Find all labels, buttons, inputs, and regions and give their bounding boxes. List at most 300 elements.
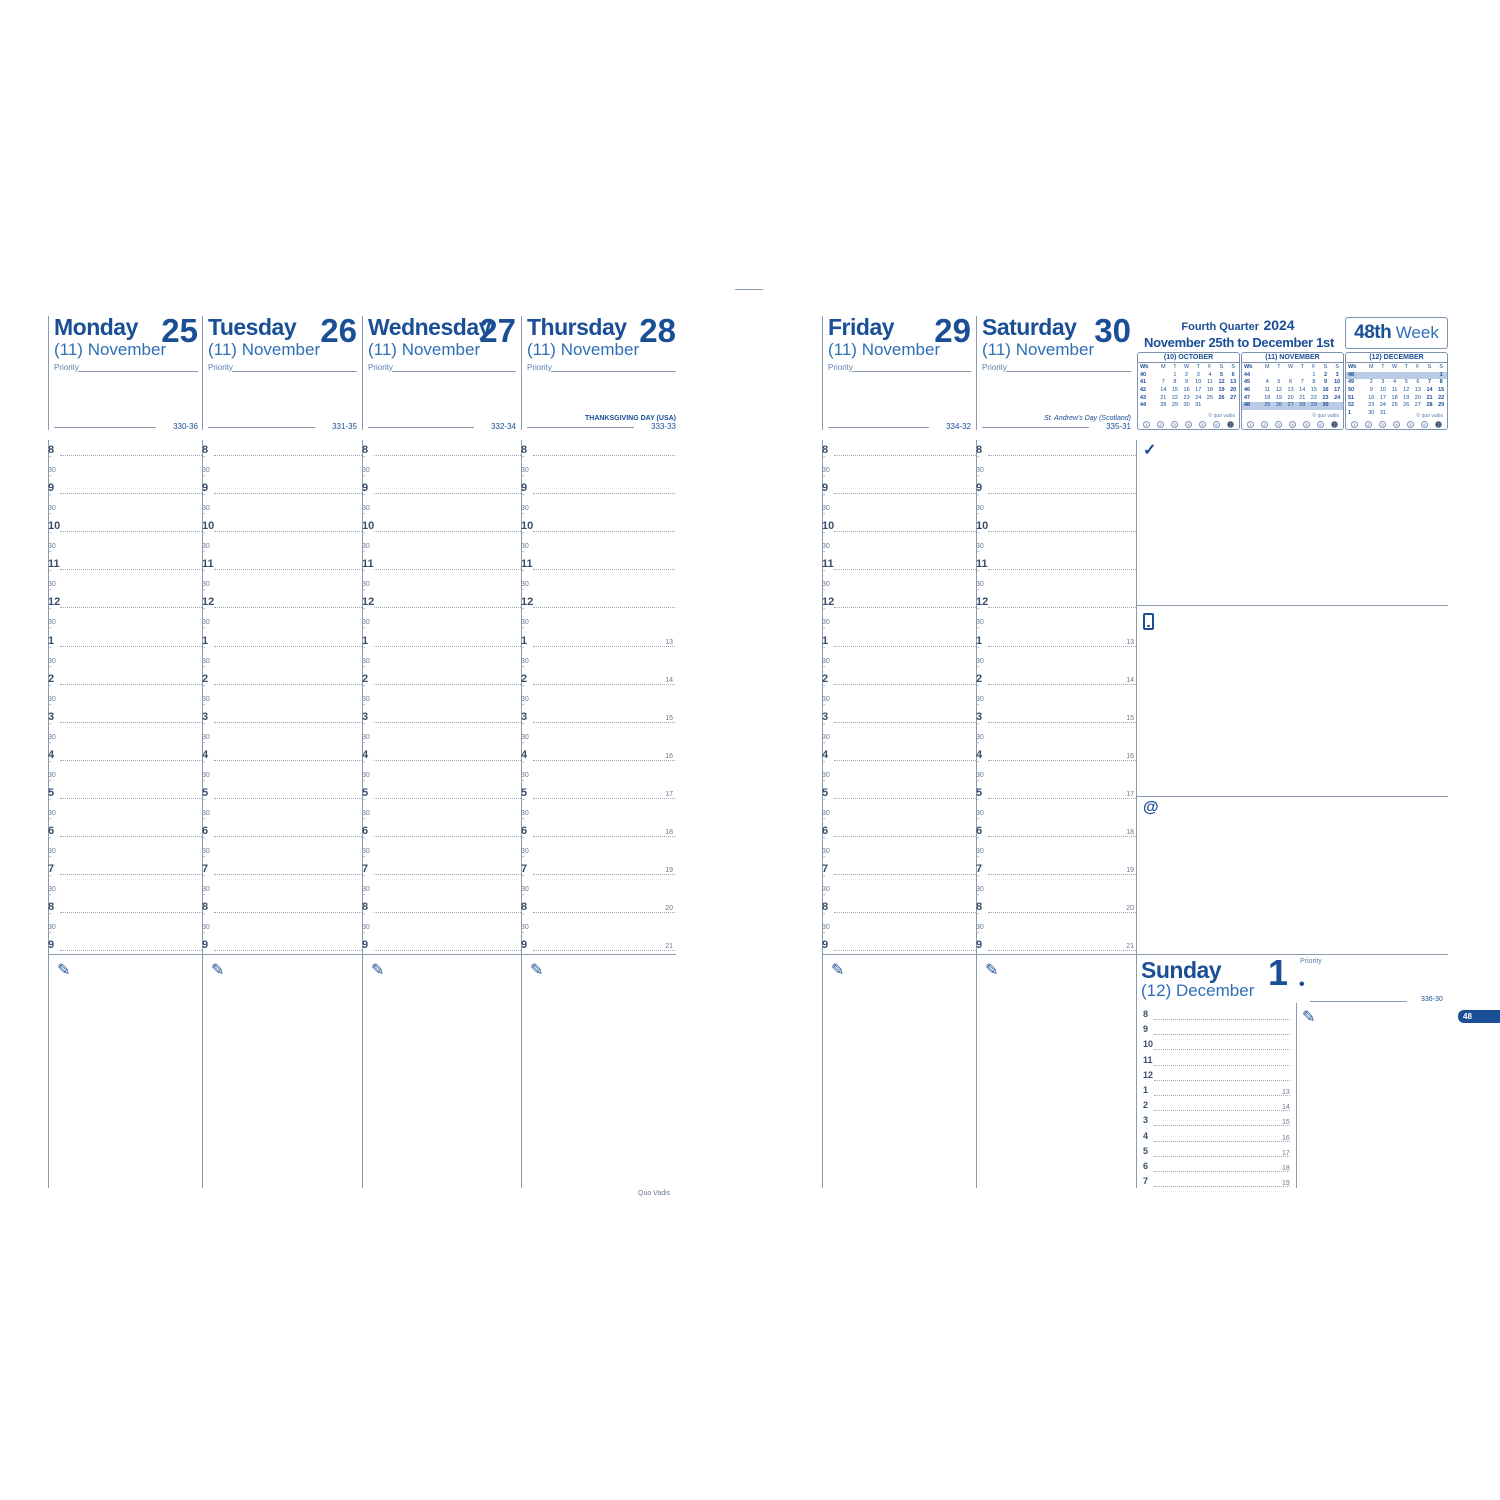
mini-date: 5 (1219, 371, 1224, 378)
mini-week-row (1242, 379, 1343, 387)
day-header-divider (976, 316, 977, 430)
mini-date: 8 (1312, 379, 1316, 386)
half-dash: - (522, 492, 525, 500)
pen-icon: ✎ (530, 962, 544, 979)
half-dash: - (522, 892, 525, 900)
mini-date: 9 (1185, 379, 1189, 386)
mini-weekday: S (1427, 364, 1432, 371)
hour-line (214, 607, 362, 608)
day-baseline (54, 427, 156, 428)
half-dash: - (823, 568, 826, 576)
half-hour-label: 30 (976, 581, 984, 589)
mini-date: 19 (1218, 387, 1225, 394)
hour-line (834, 531, 976, 532)
moon-phase-marker: 5 (1199, 421, 1206, 428)
pen-icon: ✎ (57, 962, 71, 979)
mini-date: 26 (1273, 402, 1285, 410)
mini-date: 48 (1242, 402, 1261, 410)
half-dash: - (203, 835, 206, 842)
mini-date: 29 (1438, 402, 1445, 409)
priority-label: Priority (527, 363, 552, 372)
sunday-hour-label: 3 (1143, 1115, 1149, 1126)
half-hour-label: 30 (362, 848, 370, 855)
half-hour-label: 30 (48, 733, 56, 741)
hour-label: 7 (48, 863, 55, 876)
half-hour-label: 30 (202, 543, 210, 551)
hour-24-label: 19 (665, 867, 673, 875)
sunday-hour-label: 5 (1143, 1145, 1149, 1156)
hour-line (214, 950, 362, 951)
hour-24-label: 20 (665, 905, 673, 913)
hour-label: 1 (362, 634, 369, 647)
sunday-hour-label: 2 (1143, 1100, 1149, 1111)
hour-line (60, 493, 202, 494)
half-dash: - (823, 644, 826, 652)
mini-date: 28 (1296, 402, 1308, 410)
hour-label: 5 (362, 786, 369, 799)
half-hour-label: 30 (976, 924, 984, 932)
hour-line (214, 798, 362, 799)
mini-date: 20 (1414, 394, 1421, 401)
half-hour-label: 30 (202, 505, 210, 513)
hour-label: 2 (362, 672, 369, 685)
mini-date (1261, 372, 1273, 380)
half-dash: - (977, 911, 980, 919)
hour-label: 9 (48, 482, 55, 495)
half-hour-label: 30 (822, 848, 830, 855)
sunday-day-code: 336-30 (1421, 996, 1443, 1003)
mini-date: 13 (1287, 387, 1294, 394)
mini-date (1204, 402, 1216, 410)
mini-calendar (1241, 352, 1344, 430)
hour-line (988, 455, 1136, 456)
half-dash: - (823, 892, 826, 900)
half-dash: - (49, 644, 52, 652)
half-hour-label: 30 (822, 505, 830, 513)
half-dash: - (203, 568, 206, 576)
mini-date: 49 (1348, 379, 1355, 386)
hour-24-label: 14 (665, 676, 673, 684)
hour-label: 8 (521, 901, 528, 914)
day-header (48, 314, 202, 430)
half-dash: - (363, 682, 366, 690)
hour-column (362, 440, 521, 955)
mini-weekday: T (1277, 364, 1281, 371)
mini-date: 19 (1275, 394, 1282, 401)
hour-line (374, 607, 521, 608)
half-dash: - (823, 511, 826, 519)
hour-label: 7 (822, 863, 829, 876)
hour-24-label: 18 (665, 829, 673, 836)
sunday-hour-line (1154, 1080, 1290, 1081)
priority-label: Priority (368, 363, 393, 372)
mini-date: 16 (1183, 387, 1190, 394)
notes-divider (521, 955, 522, 1188)
moon-phase-marker: 3 (1171, 421, 1178, 428)
hour-24-label: 13 (665, 638, 673, 646)
half-dash: - (203, 701, 206, 709)
hour-label: 5 (521, 786, 528, 799)
half-dash: - (977, 549, 980, 557)
priority-line (852, 371, 971, 372)
mini-week-row (1242, 372, 1343, 380)
half-dash: - (49, 530, 52, 538)
half-dash: - (363, 625, 366, 633)
hour-label: 9 (521, 482, 528, 495)
mini-date: 30 (1183, 402, 1190, 409)
mini-date: 3 (1381, 379, 1385, 386)
half-dash: - (49, 663, 52, 671)
half-hour-label: 30 (521, 886, 529, 894)
mini-date: 26 (1218, 394, 1225, 401)
half-dash: - (522, 549, 525, 557)
hour-label: 9 (822, 939, 829, 952)
half-dash: - (363, 835, 366, 842)
half-dash: - (522, 682, 525, 690)
mini-week-row (1138, 379, 1239, 387)
hour-label: 9 (976, 939, 983, 952)
moon-phase-marker: 4 (1289, 421, 1296, 428)
sunday-hour-line (1154, 1095, 1290, 1096)
hour-label: 4 (202, 748, 209, 761)
mini-date: 1 (1312, 371, 1316, 378)
moon-phases (1143, 421, 1234, 428)
mini-date: 22 (1171, 394, 1178, 401)
phone-icon (1143, 613, 1154, 630)
hour-label: 1 (521, 634, 528, 647)
half-hour-label: 30 (976, 848, 984, 855)
half-dash: - (522, 796, 525, 804)
hour-label: 3 (976, 710, 983, 723)
moon-phase-marker: 7 (1227, 421, 1234, 428)
mini-weekday: S (1335, 364, 1339, 371)
half-hour-label: 30 (202, 924, 210, 932)
mini-copyright: © quo vadis (1312, 413, 1339, 419)
day-month: (11) November (54, 340, 167, 359)
mini-weekday: S (1231, 364, 1235, 371)
half-hour-label: 30 (362, 505, 370, 513)
half-hour-label: 30 (976, 771, 984, 779)
half-hour-label: 30 (202, 581, 210, 589)
half-hour-label: 30 (202, 467, 210, 474)
hour-label: 2 (48, 672, 55, 685)
mini-date: 24 (1195, 394, 1202, 401)
half-dash: - (823, 854, 826, 861)
mini-date: 16 (1368, 394, 1375, 401)
half-dash: - (363, 549, 366, 557)
sunday-hour-label: 4 (1143, 1130, 1149, 1141)
pen-icon: ✎ (371, 962, 385, 979)
day-header-divider (202, 316, 203, 430)
hour-label: 9 (362, 939, 369, 952)
mini-weekday: T (1300, 364, 1304, 371)
day-baseline (368, 427, 474, 428)
sunday-hour-line (1154, 1034, 1290, 1035)
half-dash: - (977, 492, 980, 500)
hour-24-label: 15 (665, 714, 673, 722)
half-hour-label: 30 (48, 657, 56, 665)
sunday-priority-label: Priority (1300, 958, 1322, 965)
hour-24-label: 16 (1126, 752, 1134, 760)
mini-weekday: W (1183, 364, 1190, 371)
sunday-month: (12) December (1141, 981, 1255, 1000)
mini-date: 17 (1334, 387, 1341, 394)
mini-date: 18 (1206, 387, 1213, 394)
half-dash: - (363, 892, 366, 900)
half-hour-label: 30 (202, 771, 210, 779)
day-header-divider (48, 316, 49, 430)
hour-label: 1 (48, 634, 55, 647)
hour-label: 12 (822, 596, 835, 609)
hour-label: 8 (362, 901, 369, 914)
half-dash: - (977, 473, 980, 480)
mini-date: 3 (1335, 371, 1339, 378)
half-dash: - (823, 777, 826, 785)
half-dash: - (977, 606, 980, 614)
mini-date: 22 (1310, 394, 1317, 401)
moon-phase-marker: 7 (1435, 421, 1442, 428)
section-divider-1 (1136, 605, 1448, 606)
hour-line (374, 798, 521, 799)
mini-week-row (1242, 402, 1343, 410)
hour-line (60, 950, 202, 951)
hour-label: 8 (202, 444, 209, 456)
day-name: Saturday (982, 314, 1077, 340)
day-header (822, 314, 976, 430)
mini-weekday: Wk (1140, 364, 1149, 371)
hour-label: 9 (202, 482, 209, 495)
moon-phase-marker: 5 (1303, 421, 1310, 428)
mini-date: 25 (1391, 402, 1398, 409)
hour-label: 8 (822, 444, 829, 456)
sunday-hour-24: 18 (1282, 1165, 1290, 1172)
sunday-hour-label: 10 (1143, 1039, 1154, 1050)
mini-date: 18 (1391, 394, 1398, 401)
hour-line (988, 760, 1136, 761)
mini-date (1365, 372, 1377, 380)
day-name: Wednesday (368, 314, 491, 340)
hour-line (374, 531, 521, 532)
half-dash: - (203, 854, 206, 861)
mini-date: 43 (1140, 394, 1147, 401)
hour-24-label: 21 (665, 943, 673, 951)
notes-divider (202, 955, 203, 1188)
sunday-hour-24: 15 (1282, 1119, 1290, 1127)
mini-weekday: T (1173, 364, 1177, 371)
mini-date: 23 (1322, 394, 1329, 401)
half-hour-label: 30 (48, 695, 56, 703)
hour-line (214, 874, 362, 875)
mini-date: 45 (1244, 379, 1251, 386)
hour-label: 9 (822, 482, 829, 495)
mini-date: 21 (1426, 394, 1433, 401)
half-hour-label: 30 (976, 809, 984, 817)
half-dash: - (522, 777, 525, 785)
hour-line (834, 950, 976, 951)
mini-date: 24 (1379, 402, 1386, 409)
hour-line (988, 493, 1136, 494)
mini-date (1377, 372, 1389, 380)
hour-line (988, 836, 1136, 837)
sunday-hour-label: 7 (1143, 1176, 1149, 1187)
hour-24-label: 20 (1126, 905, 1134, 913)
half-dash: - (363, 606, 366, 614)
mini-weekday: S (1219, 364, 1224, 371)
hour-line (533, 950, 675, 951)
half-hour-label: 30 (976, 886, 984, 894)
moon-phase-marker: 3 (1275, 421, 1282, 428)
priority-line (232, 371, 357, 372)
hour-line (60, 531, 202, 532)
hour-line (533, 455, 675, 456)
hour-label: 10 (202, 520, 215, 533)
sunday-hour-line (1154, 1156, 1290, 1157)
mini-copyright: © quo vadis (1208, 413, 1235, 419)
mini-weekday: F (1208, 364, 1212, 371)
mini-date: 8 (1439, 379, 1443, 386)
hour-label: 6 (202, 825, 209, 837)
mini-date: 14 (1299, 387, 1306, 394)
mini-date: 15 (1310, 387, 1317, 394)
hour-line (374, 684, 521, 685)
pen-icon: ✎ (1302, 1009, 1316, 1026)
half-dash: - (977, 663, 980, 671)
hour-label: 8 (976, 901, 983, 914)
half-dash: - (522, 644, 525, 652)
mini-date: 50 (1348, 387, 1355, 394)
half-dash: - (977, 682, 980, 690)
hour-line (834, 798, 976, 799)
week-tab[interactable]: 48 (1458, 1010, 1500, 1023)
right-panel-divider (1136, 440, 1137, 1188)
mini-date: 12 (1403, 387, 1410, 394)
half-dash: - (977, 815, 980, 823)
half-dash: - (823, 873, 826, 881)
mini-date: 10 (1379, 387, 1386, 394)
hour-label: 2 (976, 672, 983, 685)
mini-date: 2 (1185, 371, 1189, 378)
half-dash: - (363, 530, 366, 538)
hour-line (214, 912, 362, 913)
mini-week-row (1138, 387, 1239, 395)
day-name: Friday (828, 314, 895, 340)
half-dash: - (823, 796, 826, 804)
half-hour-label: 30 (822, 809, 830, 817)
week-number-box (1345, 317, 1448, 349)
half-hour-label: 30 (202, 619, 210, 627)
day-header-divider (521, 316, 522, 430)
mini-date: 29 (1308, 402, 1320, 410)
hour-label: 12 (521, 596, 534, 609)
mini-weekday: W (1287, 364, 1294, 371)
hour-line (214, 569, 362, 570)
half-hour-label: 30 (521, 505, 529, 513)
half-hour-label: 30 (48, 619, 56, 627)
half-dash: - (823, 492, 826, 500)
sunday-priority-line (1310, 1001, 1407, 1002)
half-hour-label: 30 (521, 771, 529, 779)
half-hour-label: 30 (822, 543, 830, 551)
hour-label: 9 (976, 482, 983, 495)
week-number: 48th (1354, 322, 1392, 343)
hour-label: 6 (976, 825, 983, 837)
half-hour-label: 30 (362, 809, 370, 817)
hour-24-label: 17 (665, 790, 673, 798)
moon-phase-marker: 5 (1407, 421, 1414, 428)
half-hour-label: 30 (976, 619, 984, 627)
mini-date (1157, 372, 1169, 380)
hour-label: 8 (976, 444, 983, 456)
sunday-hour-label: 11 (1143, 1054, 1153, 1065)
mini-date: 1 (1173, 371, 1177, 378)
moon-phase-marker: 2 (1261, 421, 1268, 428)
half-dash: - (823, 835, 826, 842)
hour-line (988, 607, 1136, 608)
mini-date: 28 (1160, 402, 1167, 409)
half-dash: - (522, 511, 525, 519)
mini-date (1296, 372, 1308, 380)
half-dash: - (363, 473, 366, 480)
day-number: 27 (479, 312, 516, 349)
half-dash: - (49, 549, 52, 557)
section-divider-3 (1136, 954, 1448, 955)
hour-line (214, 493, 362, 494)
hour-line (214, 646, 362, 647)
day-header-divider (822, 316, 823, 430)
mini-date: 6 (1289, 379, 1293, 386)
half-dash: - (522, 606, 525, 614)
quarter-year: 2024 (1263, 317, 1295, 333)
hour-label: 8 (362, 444, 369, 456)
sunday-hour-line (1154, 1171, 1290, 1172)
mini-date: 4 (1265, 379, 1269, 386)
half-hour-label: 30 (362, 733, 370, 741)
half-dash: - (522, 739, 525, 747)
half-dash: - (977, 930, 980, 938)
moon-phase-marker: 1 (1247, 421, 1254, 428)
hour-line (374, 646, 521, 647)
pen-icon: ✎ (211, 962, 225, 979)
half-dash: - (363, 587, 366, 595)
half-hour-label: 30 (521, 657, 529, 665)
hour-line (834, 607, 976, 608)
hour-label: 11 (521, 558, 533, 571)
hour-24-label: 19 (1126, 867, 1134, 875)
mini-weekday: F (1312, 364, 1316, 371)
half-hour-label: 30 (362, 657, 370, 665)
mini-date: 20 (1230, 387, 1237, 394)
mini-date: 40 (1140, 371, 1147, 378)
mini-date: 5 (1404, 379, 1408, 386)
half-dash: - (977, 835, 980, 842)
moon-phase-marker: 6 (1421, 421, 1428, 428)
hour-line (533, 646, 675, 647)
hour-line (60, 455, 202, 456)
hour-line (834, 874, 976, 875)
half-hour-label: 30 (822, 886, 830, 894)
mini-weekday: S (1439, 364, 1443, 371)
mini-calendar-grid (1138, 364, 1239, 410)
hour-label: 8 (521, 444, 528, 456)
half-hour-label: 30 (976, 695, 984, 703)
day-month: (11) November (828, 340, 941, 359)
hour-line (374, 950, 521, 951)
half-dash: - (823, 530, 826, 538)
half-dash: - (977, 720, 980, 728)
half-hour-label: 30 (521, 848, 529, 855)
hour-line (988, 684, 1136, 685)
half-dash: - (823, 930, 826, 938)
